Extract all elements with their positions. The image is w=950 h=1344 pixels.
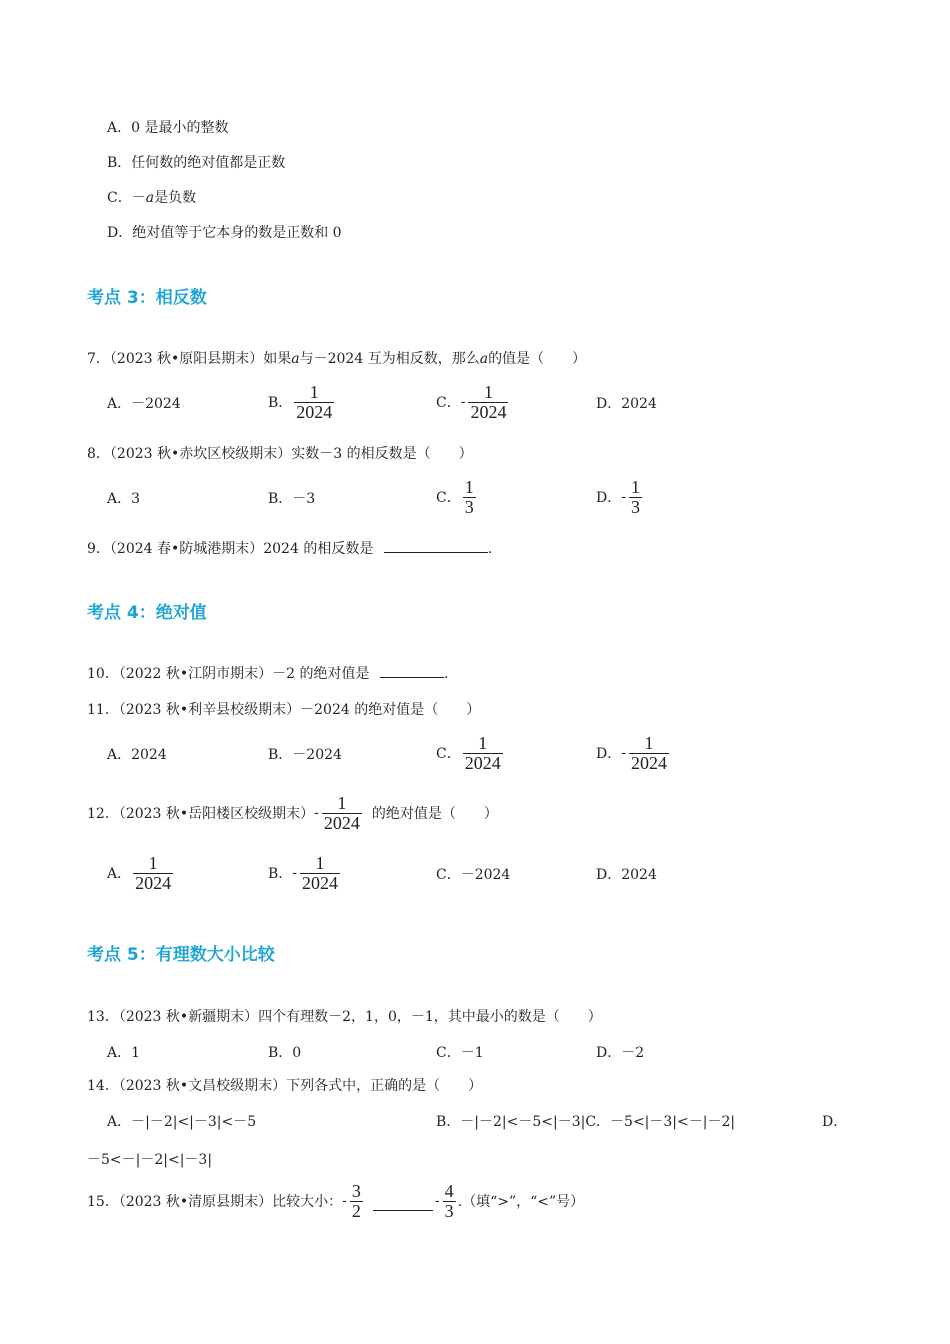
q11-option-c-label: C． — [436, 746, 461, 763]
fraction-denominator: 2024 — [464, 752, 501, 773]
fraction-denominator: 2024 — [470, 401, 507, 422]
q10-stem — [87, 663, 448, 683]
fraction-denominator: 2024 — [302, 872, 339, 893]
q14-stem: 14．（2023 秋•文昌校级期末）下列各式中，正确的是（ ） — [87, 1078, 483, 1094]
q8-option-c — [436, 478, 478, 517]
q11-stem: 11．（2023 秋•利辛县校级期末）－2024 的绝对值是（ ） — [87, 702, 481, 718]
q12-option-b-sign: - — [292, 865, 298, 882]
q8-option-d-sign: - — [621, 489, 626, 506]
q13-option-a: A．1 — [107, 1045, 141, 1061]
q8-option-c-fraction — [463, 478, 476, 517]
q12-stem-fraction — [322, 794, 362, 833]
q14-option-d: －5<－|－2|<|－3| — [87, 1152, 213, 1168]
q7-option-c — [436, 383, 510, 422]
q13-option-b: B．0 — [268, 1045, 302, 1061]
answer-blank[interactable] — [384, 552, 488, 553]
q12-option-b-fraction — [300, 854, 340, 893]
q8-option-b: B．－3 — [268, 491, 316, 507]
q9-stem — [87, 538, 492, 558]
fraction-denominator: 3 — [444, 1200, 454, 1221]
section-heading-5: 考点 5：有理数大小比较 — [87, 945, 275, 965]
fraction-numerator: 1 — [483, 382, 493, 402]
q12-option-b — [268, 854, 342, 893]
q7-option-c-sign: - — [460, 394, 466, 411]
q11-option-b: B．－2024 — [268, 747, 342, 763]
q15-stem-text: 15．（2023 秋•清原县期末）比较大小： — [87, 1194, 343, 1211]
q15-tail: .（填“>”，“<”号） — [457, 1194, 585, 1211]
fraction-denominator: 2024 — [296, 401, 333, 422]
q11-option-c-fraction — [463, 734, 503, 773]
q6-option-c — [107, 187, 196, 207]
q14-option-d-label: D． — [822, 1114, 848, 1130]
q7-stem-a: 7．（2023 秋•原阳县期末）如果 — [87, 351, 292, 367]
fraction-denominator: 2024 — [630, 752, 667, 773]
q8-option-c-label: C． — [436, 490, 461, 507]
q7-stem — [87, 348, 586, 368]
q11-option-c — [436, 734, 505, 773]
q12-sign: - — [314, 805, 319, 822]
q13-stem: 13．（2023 秋•新疆期末）四个有理数－2，1，0，－1，其中最小的数是（ ） — [87, 1009, 602, 1025]
q11-option-d-sign: - — [621, 745, 626, 762]
fraction-numerator: 1 — [148, 853, 158, 873]
answer-blank[interactable] — [373, 1192, 433, 1211]
q12-stem-b: 的绝对值是（ ） — [371, 806, 498, 823]
q7-variable-a: a — [291, 351, 300, 367]
fraction-denominator: 2024 — [323, 812, 360, 833]
q6-option-c-prefix: C．－ — [107, 190, 146, 206]
q6-option-c-suffix: 是负数 — [154, 190, 197, 206]
q12-option-b-label: B． — [268, 866, 293, 883]
q6-option-a: A．0 是最小的整数 — [107, 120, 229, 136]
q12-stem-a: 12．（2023 秋•岳阳楼区校级期末） — [87, 806, 315, 823]
q7-option-c-fraction — [468, 383, 508, 422]
q14-option-a: A．－|－2|<|－3|<－5 — [107, 1114, 257, 1130]
q6-option-d: D．绝对值等于它本身的数是正数和 0 — [107, 225, 342, 241]
fraction-numerator: 1 — [464, 477, 474, 497]
q11-option-d-label: D． — [596, 746, 622, 763]
q9-stem-text: 9．（2024 春•防城港期末）2024 的相反数是 — [87, 541, 374, 557]
q13-option-c: C．－1 — [436, 1045, 484, 1061]
q11-option-d-fraction — [629, 734, 669, 773]
fraction-denominator: 2 — [351, 1200, 361, 1221]
q6-option-c-variable: a — [145, 190, 155, 206]
answer-blank[interactable] — [380, 677, 444, 678]
q15-stem — [87, 1182, 584, 1221]
q7-option-b-fraction — [294, 383, 334, 422]
q7-stem-c: 的值是（ ） — [488, 351, 587, 367]
q12-option-d: D．2024 — [596, 867, 657, 883]
q8-option-a: A．3 — [107, 491, 141, 507]
q12-option-a — [107, 854, 175, 893]
fraction-numerator: 1 — [644, 733, 654, 753]
fraction-numerator: 1 — [337, 793, 347, 813]
q8-stem: 8．（2023 秋•赤坎区校级期末）实数－3 的相反数是（ ） — [87, 446, 473, 462]
q9-end: . — [487, 541, 493, 557]
q7-variable-b: a — [479, 351, 489, 367]
q10-end: . — [443, 666, 449, 682]
q15-fraction-2 — [443, 1182, 456, 1221]
q14-option-b-c: B．－|－2|<－5<|－3|C．－5<|－3|<－|－2| — [436, 1114, 736, 1130]
q12-option-a-label: A． — [107, 866, 132, 883]
q15-fraction-1 — [350, 1182, 363, 1221]
q6-option-b: B．任何数的绝对值都是正数 — [107, 155, 286, 171]
fraction-numerator: 1 — [315, 853, 325, 873]
q12-stem — [87, 794, 498, 833]
q11-option-d — [596, 734, 671, 773]
q12-option-c: C．－2024 — [436, 867, 511, 883]
q8-option-d — [596, 478, 644, 517]
q15-sign-2: - — [434, 1193, 440, 1210]
fraction-numerator: 1 — [630, 477, 640, 497]
fraction-denominator: 3 — [630, 496, 640, 517]
q13-option-d: D．－2 — [596, 1045, 645, 1061]
fraction-denominator: 2024 — [135, 872, 172, 893]
fraction-denominator: 3 — [464, 496, 474, 517]
q7-option-b-label: B． — [268, 395, 293, 412]
fraction-numerator: 3 — [351, 1181, 361, 1201]
q7-stem-b: 与－2024 互为相反数，那么 — [299, 351, 480, 367]
q7-option-a: A．－2024 — [107, 396, 181, 412]
q7-option-d: D．2024 — [596, 396, 657, 412]
q7-option-b — [268, 383, 336, 422]
section-heading-3: 考点 3：相反数 — [87, 288, 207, 308]
fraction-numerator: 4 — [444, 1181, 454, 1201]
q12-option-a-fraction — [133, 854, 173, 893]
fraction-numerator: 1 — [309, 382, 319, 402]
section-heading-4: 考点 4：绝对值 — [87, 603, 207, 623]
q8-option-d-label: D． — [596, 490, 622, 507]
q10-stem-text: 10．（2022 秋•江阴市期末）－2 的绝对值是 — [87, 666, 370, 682]
q7-option-c-label: C． — [436, 395, 461, 412]
q11-option-a: A．2024 — [107, 747, 167, 763]
fraction-numerator: 1 — [478, 733, 488, 753]
q15-sign-1: - — [342, 1193, 347, 1210]
q8-option-d-fraction — [629, 478, 642, 517]
